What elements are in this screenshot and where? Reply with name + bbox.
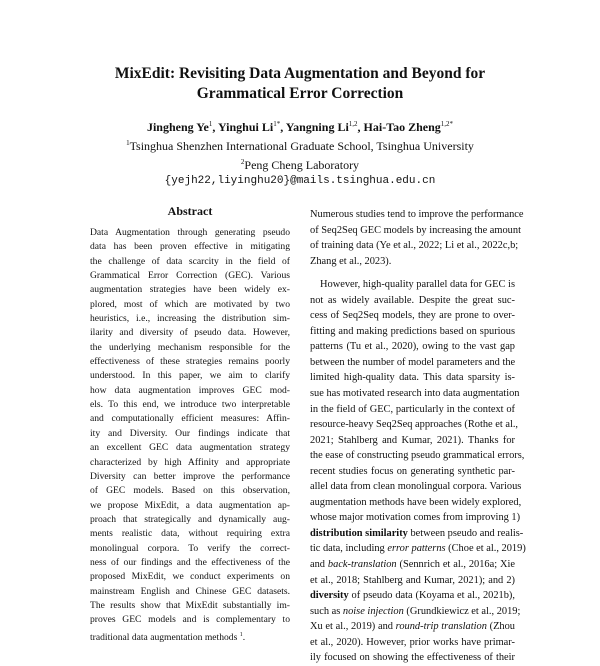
author-block [0, 116, 600, 189]
affiliation-1: $^1$Tsinghua Shenzhen International Graduate School, Tsinghua University [126, 139, 474, 153]
abstract-line: the underlying mechanism responsible for the [90, 341, 290, 353]
author-4: Hai-Tao Zheng [363, 120, 441, 134]
abstract-line: plored, most of which are motivated by two [90, 298, 290, 310]
abstract-line: ity and Diversity. Our findings indicate that [90, 427, 290, 439]
abstract-line: Data Augmentation through generating pseudo [90, 227, 290, 238]
body-line: fitting and making predictions based on spurious [310, 325, 515, 337]
abstract-line: data has been proven effective in mitigating [90, 241, 290, 253]
abstract-line: mainstream English and Chinese GEC datasets. [90, 585, 290, 597]
abstract-line: the challenge of data scarcity in the field of [90, 255, 290, 267]
body-line: whose major motivation comes from improving 1) [310, 512, 521, 524]
abstract-line: proposed MixEdit, we conduct experiments on [90, 571, 290, 583]
body-line: tic data, including error patterns (Choe et al., 2019) [310, 543, 526, 555]
abstract-line: we propose MixEdit, a data augmentation ap- [90, 499, 290, 511]
body-line: diversity of pseudo data (Koyama et al., 2021b), [310, 590, 515, 602]
body-line: patterns (Tu et al., 2020), owing to the vast gap [310, 341, 515, 353]
abstract-line: monolingual corpora. To verify the correct- [90, 542, 290, 554]
body-line: augmentation methods have been widely explored, [310, 496, 522, 508]
abstract-line: ness of our findings and the effectiveness of the [90, 556, 290, 568]
affiliation-2: $^2$Peng Cheng Laboratory [240, 158, 360, 172]
body-line: in the field of GEC, particularly in the context of [310, 403, 515, 415]
author-3: Yangning Li [285, 120, 349, 134]
body-line: Xu et al., 2019) and round-trip translation (Zhou [310, 621, 516, 633]
abstract-line: els. To this end, we introduce two interpretable [90, 399, 290, 411]
body-line: of Seq2Seq GEC models by increasing the amount [310, 224, 521, 236]
body-line: of training data (Ye et al., 2022; Li et al., 2022c,b; [310, 240, 519, 252]
abstract-line: and computationally efficient measures: Affin- [90, 413, 290, 425]
author-2: Yinghui Li [217, 120, 274, 134]
abstract-line: Grammatical Error Correction (GEC). Various [90, 270, 290, 282]
body-line: such as noise injection (Grundkiewicz et al., 2019; [310, 605, 521, 617]
body-line: cess of Seq2Seq models, they are prone to over- [310, 310, 515, 322]
abstract-line: ilarity and diversity of pseudo data. However, [90, 327, 290, 339]
body-line: recent studies focus on generating synthetic par- [310, 465, 515, 477]
abstract-line: The results show that MixEdit substantially im- [90, 599, 290, 611]
abstract-line: an excellent GEC data augmentation strategy [90, 442, 290, 454]
body-line: allel data from clean monolingual corpora. Various [310, 481, 522, 493]
body-line: and back-translation (Sennrich et al., 2016a; Xie [310, 559, 516, 571]
author-1: Jingheng Ye [146, 120, 209, 134]
body-line: distribution similarity between pseudo and realis- [310, 527, 524, 539]
paper-title [0, 64, 600, 104]
abstract-line: of GEC models. Based on this observation, [90, 485, 290, 497]
title-line-1: MixEdit: Revisiting Data Augmentation and Beyond for [114, 65, 486, 82]
body-line: not as widely available. Despite the great suc- [310, 294, 515, 306]
title-line-2: Grammatical Error Correction [196, 85, 404, 102]
body-line: 2021; Stahlberg and Kumar, 2021). Thanks for [310, 434, 515, 446]
abstract-line: ments realistic data, without requiring extra [90, 528, 290, 540]
abstract-line: characterized by high Affinity and appropriate [90, 456, 290, 468]
abstract-line: augmentation strategies have been widely ex- [90, 284, 290, 296]
abstract-line: Diversity can better improve the performance [90, 470, 290, 482]
abstract-line: proach that strategically and dynamically aug- [90, 513, 290, 525]
abstract-line: proves GEC models and is complementary to [90, 614, 290, 626]
abstract-line: how data augmentation improves GEC mod- [90, 384, 290, 396]
body-line: However, high-quality parallel data for GEC is [320, 279, 515, 291]
abstract-line: heuristics, i.e., increasing the distribution sim- [90, 313, 290, 325]
author-email: {yejh22,liyinghu20}@mails.tsinghua.edu.cn [164, 175, 436, 187]
abstract-body [90, 226, 290, 645]
footnote-marker: 1 [239, 631, 243, 638]
author-names: Jingheng Ye$^1$, Yinghui $Li^{1*}$, Yangning Li$^{1,2}$, Hai-Tao Zheng$^{1,2*}$ [146, 120, 454, 134]
body-line: Zhang et al., 2023). [310, 255, 392, 267]
abstract-line: traditional data augmentation methods $^1$. [90, 631, 246, 643]
body-line: Numerous studies tend to improve the performance [310, 209, 524, 220]
body-line: resource-heavy Seq2Seq approaches (Rothe et al., [310, 419, 519, 431]
body-line: et al., 2020). However, prior works have primar- [310, 636, 515, 648]
abstract-line: understood. In this paper, we aim to clarify [90, 370, 290, 382]
body-line: et al., 2018; Stahlberg and Kumar, 2021); and 2) [310, 574, 515, 586]
body-line: between the number of model parameters and the [310, 356, 516, 368]
body-line: the ease of constructing pseudo grammatical errors, [310, 450, 525, 462]
abstract-heading: Abstract [167, 204, 213, 218]
intro-body [310, 207, 526, 666]
abstract-line: effectiveness of these strategies remains poorly [90, 356, 290, 368]
body-line: sue has motivated research into data augmentation [310, 388, 520, 400]
body-line: limited high-quality data. This data sparsity is- [310, 372, 515, 384]
body-line: ily focused on showing the effectiveness of their [310, 652, 515, 664]
